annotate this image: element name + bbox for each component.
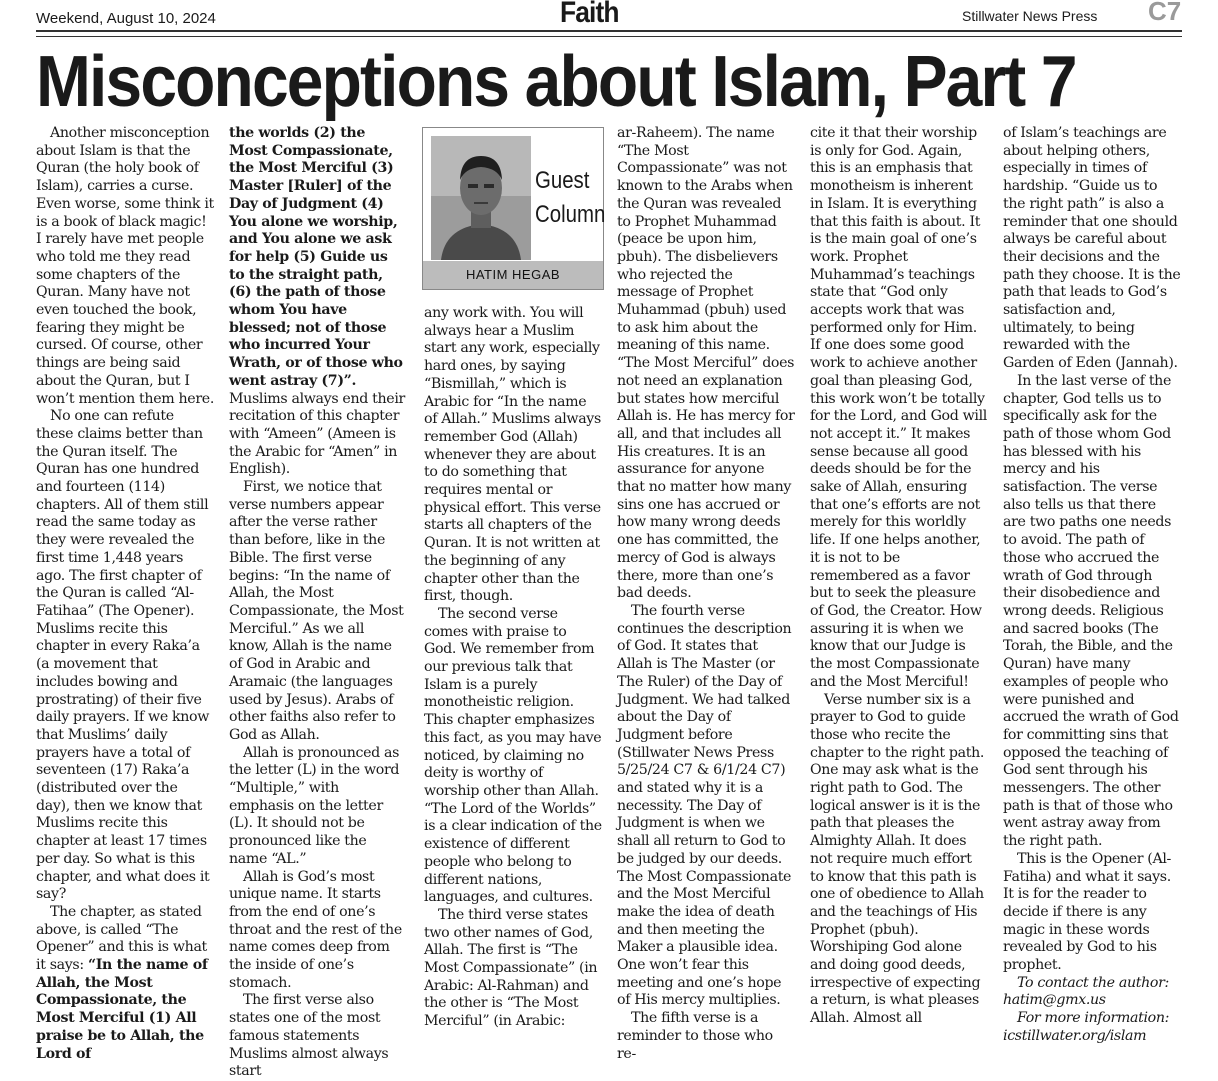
- page-number: C7: [1148, 0, 1182, 26]
- paragraph: The fourth verse continues the description of God. It states that Allah is The Master (or The Ruler) of the Day of Judgment. We had talked about the Day of Judgment before (Stillwater News Press 5/25/24 C7 & 6/1/24 C7) and stated why it is a necessity. The Day of Judgment is when we shall all return to God to be judged by our deeds. The Most Compassionate and the Most Merciful make the idea of death and then meeting the Maker a plausible idea. One won’t fear this meeting and one’s hope of His mercy multiplies.: [617, 602, 792, 1009]
- column-1: [36, 125, 214, 1063]
- column-6: [1003, 125, 1181, 1046]
- contact-label: To contact the author:: [1017, 974, 1169, 991]
- newspaper-name: Stillwater News Press: [962, 8, 1098, 24]
- quote-bold: “In the name of Allah, the Most Compassionate, the Most Merciful (1) All praise be to Allah, the Lord of: [36, 957, 208, 1062]
- header-rule: [36, 30, 1182, 32]
- quote-bold: the worlds (2) the Most Compassionate, the Most Merciful (3) Master [Ruler] of the Day of Judgment (4) You alone we worship, and You alone we ask for help (5) Guide us to the straight path, (6) the path of those whom You have blessed; not of those who incurred Your Wrath, or of those who went astray (7)”.: [229, 125, 403, 389]
- paragraph: any work with. You will always hear a Muslim start any work, especially hard ones, by saying “Bismillah,” which is Arabic for “In the name of Allah.” Muslims always remember God (Allah) whenever they are about to do something that requires mental or physical effort. This verse starts all chapters of the Quran. It is not written at the beginning of any chapter other than the first, though.: [424, 305, 601, 605]
- guest-column-title: [535, 164, 605, 232]
- author-photo: [431, 136, 531, 260]
- section-title: Faith: [560, 0, 619, 29]
- paragraph: of Islam’s teachings are about helping others, especially in times of hardship. “Guide us to the right path” is also a reminder that one should always be careful about their decisions and the path they choose. It is the path that leads to God’s satisfaction and, ultimately, to being rewarded with the Garden of Eden (Jannah).: [1003, 125, 1181, 372]
- column-5: [810, 125, 988, 1028]
- paragraph: cite it that their worship is only for God. Again, this is an emphasis that monotheism is inherent in Islam. It is everything that this faith is about. It is the main goal of one’s work. Prophet Muhammad’s teachings state that “God only accepts work that was performed only for Him. If one does some good work to achieve another goal than pleasing God, this work won’t be totally for the Lord, and God will not accept it.” It makes sense because all good deeds should be for the sake of Allah, ensuring that one’s efforts are not merely for this worldly life. If one helps another, it is not to be remembered as a favor but to seek the pleasure of God, the Creator. How assuring it is when we know that our Judge is the most Compassionate and the Most Merciful!: [810, 125, 987, 690]
- paragraph: Allah is God’s most unique name. It starts from the end of one’s throat and the rest of the name comes deep from the inside of one’s stomach.: [229, 868, 402, 991]
- paragraph: [36, 904, 214, 1063]
- paragraph: This is the Opener (Al-Fatiha) and what it says. It is for the reader to decide if there is any magic in these words revealed by God to his prophet.: [1003, 850, 1171, 974]
- paragraph: Allah is pronounced as the letter (L) in the word “Multiple,” with emphasis on the letter (L). It should not be pronounced like the name “AL.”: [229, 744, 400, 867]
- page-header: [0, 0, 1218, 40]
- guest-column-box: [422, 127, 604, 290]
- paragraph: ar-Raheem). The name “The Most Compassionate” was not known to the Arabs when the Quran was revealed to Prophet Muhammad (peace be upon him, pbuh). The disbelievers who rejected the message of Prophet Muhammad (pbuh) used to ask him about the meaning of this name. “The Most Merciful” does not need an explanation but states how merciful Allah is. He has mercy for all, and that includes all His creatures. It is an assurance for anyone that no matter how many sins one has accrued or how many wrong deeds one has committed, the mercy of God is always there, more than one’s bad deeds.: [617, 125, 795, 602]
- guest-title-line: Guest: [535, 167, 590, 194]
- issue-date: Weekend, August 10, 2024: [36, 10, 216, 27]
- info-url[interactable]: icstillwater.org/islam: [1003, 1027, 1147, 1044]
- author-portrait-icon: [431, 136, 531, 260]
- column-2: [229, 125, 407, 1081]
- author-email[interactable]: hatim@gmx.us: [1003, 992, 1106, 1009]
- column-4: [617, 125, 795, 1063]
- paragraph: The third verse states two other names of God, Allah. The first is “The Most Compassionate” (in Arabic: Al-Rahman) and the other is “The Most Merciful” (in Arabic:: [424, 906, 598, 1030]
- author-name: HATIM HEGAB: [423, 261, 603, 289]
- paragraph: The second verse comes with praise to God. We remember from our previous talk that Islam is a purely monotheistic religion. This chapter emphasizes this fact, as you may have noticed, by claiming no deity is worthy of worship other than Allah. “The Lord of the Worlds” is a clear indication of the existence of different people who belong to different nations, languages, and cultures.: [424, 605, 602, 906]
- text-run: The chapter, as stated above, is called “The Opener” and this is what it says:: [36, 903, 207, 974]
- paragraph: The first verse also states one of the most famous statements Muslims almost always start: [229, 992, 389, 1080]
- paragraph: The fifth verse is a reminder to those who re-: [617, 1010, 773, 1062]
- info-label: For more information:: [1017, 1010, 1170, 1027]
- paragraph: Verse number six is a prayer to God to guide those who recite the chapter to the right path. One may ask what is the right path to God. The logical answer is it is the path that pleases the Almighty Allah. It does not require much effort to know that this path is one of obedience to Allah and the teachings of His Prophet (pbuh). Worshiping God alone and doing good deeds, irrespective of expecting a return, is what pleases Allah. Almost all: [810, 691, 985, 1027]
- paragraph: In the last verse of the chapter, God tells us to specifically ask for the path of those whom God has blessed with his mercy and his satisfaction. The verse also tells us that there are two paths one needs to avoid. The path of those who accrued the wrath of God through their disobedience and wrong deeds. Religious and sacred books (The Torah, the Bible, and the Quran) have many examples of people who were punished and accrued the wrath of God for committing sins that opposed the teaching of God sent through his messengers. The other path is that of those who went astray away from the right path.: [1003, 372, 1179, 850]
- column-3: [424, 305, 602, 1031]
- paragraph: Another misconception about Islam is that the Quran (the holy book of Islam), carries a curse. Even worse, some think it is a book of black magic! I rarely have met people who told me they read some chapters of the Quran. Many have not even touched the book, fearing they might be cursed. Of course, other things are being said about the Quran, but I won’t mention them here.: [36, 125, 214, 407]
- paragraph: [229, 125, 407, 479]
- headline: Misconceptions about Islam, Part 7: [36, 42, 1076, 122]
- guest-title-line: Column: [535, 201, 606, 228]
- paragraph: No one can refute these claims better than the Quran itself. The Quran has one hundred and fourteen (114) chapters. All of them still read the same today as they were revealed the first time 1,448 years ago. The first chapter of the Quran is called “Al-Fatihaa” (The Opener). Muslims recite this chapter in every Raka’a (a movement that includes bowing and prostrating) of their five daily prayers. If we know that Muslims’ daily prayers have a total of seventeen (17) Raka’a (distributed over the day), then we know that Muslims recite this chapter at least 17 times per day. So what is this chapter, and what does it say?: [36, 408, 210, 903]
- paragraph: First, we notice that verse numbers appear after the verse rather than before, like in the Bible. The first verse begins: “In the name of Allah, the Most Compassionate, the Most Merciful.” As we all know, Allah is the name of God in Arabic and Aramaic (the languages used by Jesus). Arabs of other faiths also refer to God as Allah.: [229, 479, 404, 743]
- text-run: Muslims always end their recitation of this chapter with “Ameen” (Ameen is the Arabic for “Amen” in English).: [229, 390, 405, 478]
